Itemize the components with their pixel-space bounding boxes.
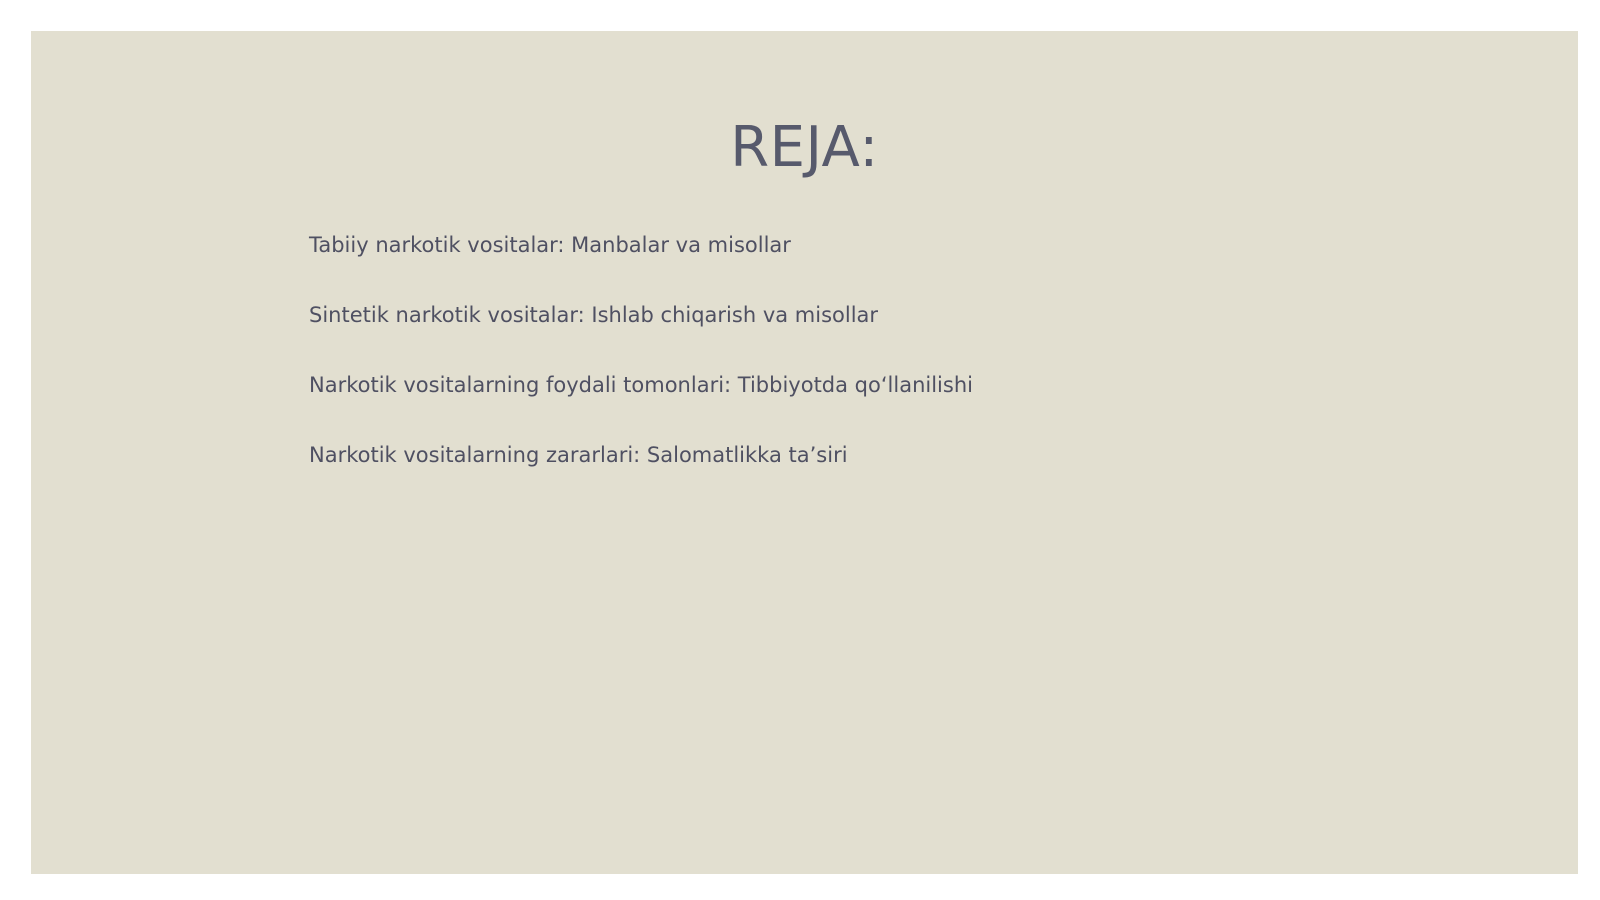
plan-item-benefits: Narkotik vositalarning foydali tomonlari: Tibbiyotda qo‘llanilishi: [309, 373, 973, 397]
plan-list: [309, 229, 973, 509]
plan-item-natural-drugs: Tabiiy narkotik vositalar: Manbalar va misollar: [309, 233, 791, 257]
slide: [31, 31, 1578, 874]
plan-item-synthetic-drugs: Sintetik narkotik vositalar: Ishlab chiqarish va misollar: [309, 303, 879, 327]
plan-item-harms: Narkotik vositalarning zararlari: Salomatlikka ta’siri: [309, 443, 848, 467]
slide-title: REJA:: [730, 115, 879, 180]
